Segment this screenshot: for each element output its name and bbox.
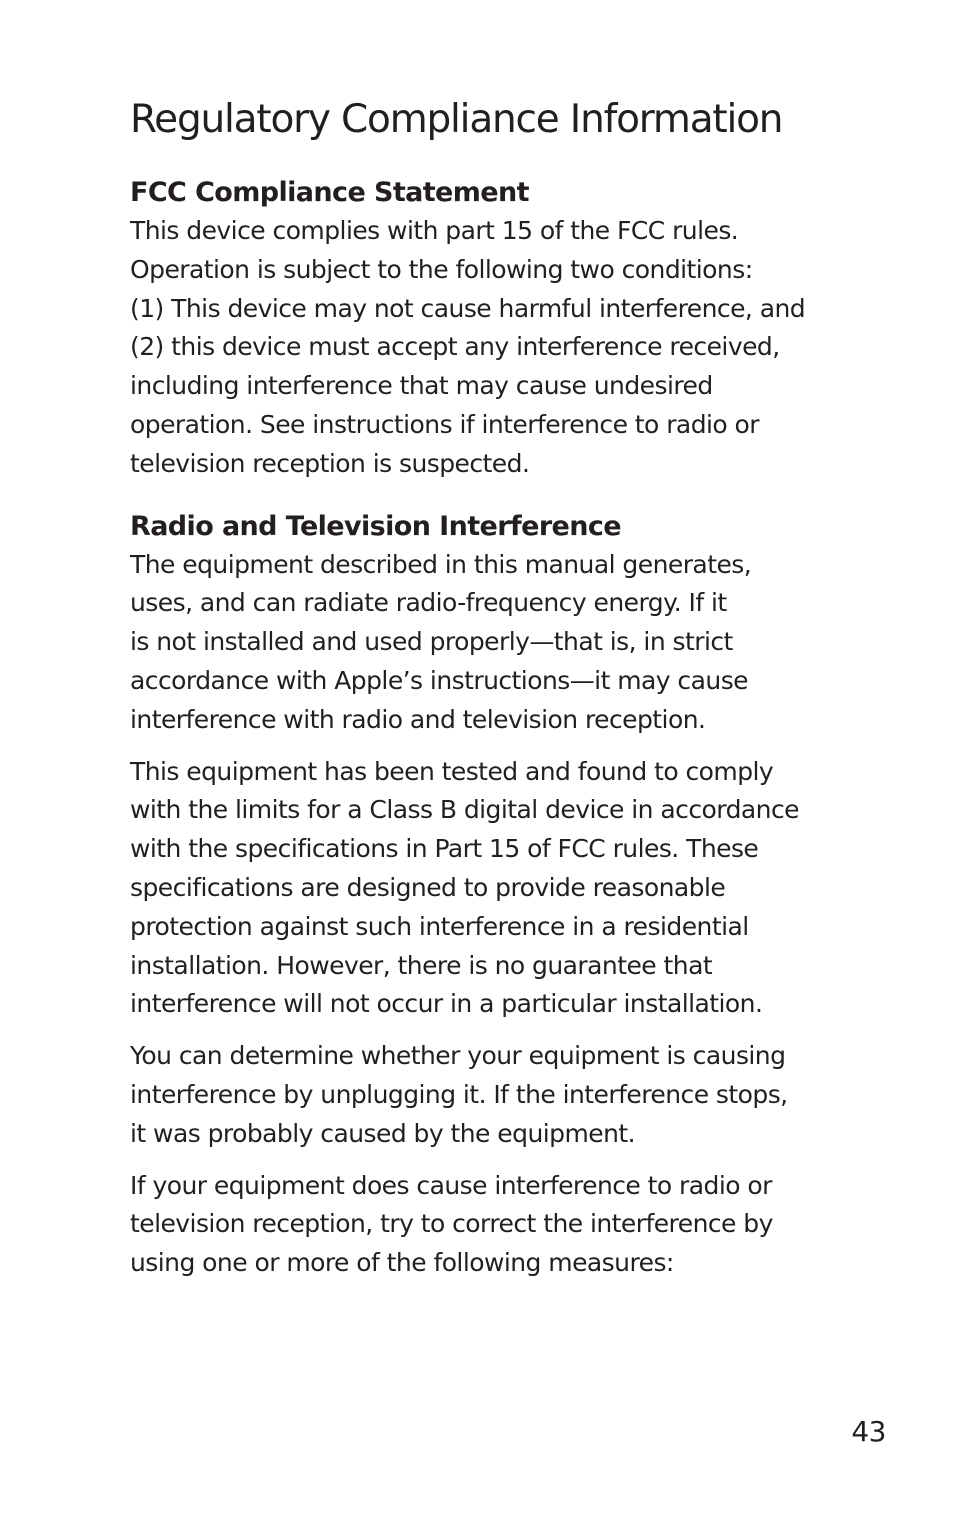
- paragraph: [130, 1167, 890, 1283]
- paragraph: [130, 212, 890, 484]
- text-line: If your equipment does cause interference to radio or: [130, 1170, 772, 1200]
- text-line: accordance with Apple’s instructions—it may cause: [130, 665, 748, 695]
- text-line: using one or more of the following measures:: [130, 1248, 674, 1278]
- text-line: This device complies with part 15 of the FCC rules.: [130, 216, 739, 245]
- text-line: it was probably caused by the equipment.: [130, 1118, 636, 1148]
- text-line: interference will not occur in a particular installation.: [130, 989, 763, 1019]
- paragraph: [130, 1037, 890, 1153]
- text-line: Operation is subject to the following two conditions:: [130, 254, 753, 284]
- text-line: television reception, try to correct the interference by: [130, 1209, 773, 1239]
- text-line: television reception is suspected.: [130, 448, 530, 478]
- text-line: (2) this device must accept any interference received,: [130, 332, 780, 362]
- section-radio-tv-interference: [130, 508, 890, 1283]
- section-heading: Radio and Television Interference: [130, 510, 621, 542]
- text-line: uses, and can radiate radio-frequency energy. If it: [130, 588, 727, 618]
- text-line: protection against such interference in a residential: [130, 911, 749, 941]
- text-line: interference with radio and television reception.: [130, 704, 706, 734]
- section-fcc-compliance: [130, 174, 890, 484]
- text-line: You can determine whether your equipment is causing: [130, 1041, 786, 1071]
- text-line: This equipment has been tested and found to comply: [130, 756, 774, 786]
- section-heading: FCC Compliance Statement: [130, 177, 529, 208]
- text-line: installation. However, there is no guarantee that: [130, 950, 713, 980]
- paragraph: [130, 546, 890, 740]
- page-title: Regulatory Compliance Information: [130, 97, 783, 142]
- document-page: [130, 92, 890, 1307]
- text-line: interference by unplugging it. If the interference stops,: [130, 1079, 788, 1109]
- text-line: specifications are designed to provide reasonable: [130, 872, 726, 902]
- text-line: operation. See instructions if interference to radio or: [130, 409, 760, 439]
- page-number: 43: [851, 1415, 886, 1448]
- text-line: (1) This device may not cause harmful interference, and: [130, 293, 806, 323]
- text-line: with the specifications in Part 15 of FCC rules. These: [130, 834, 759, 864]
- text-line: with the limits for a Class B digital device in accordance: [130, 795, 799, 825]
- text-line: The equipment described in this manual generates,: [130, 549, 752, 579]
- text-line: is not installed and used properly—that is, in strict: [130, 627, 733, 657]
- text-line: including interference that may cause undesired: [130, 371, 713, 401]
- paragraph: [130, 753, 890, 1025]
